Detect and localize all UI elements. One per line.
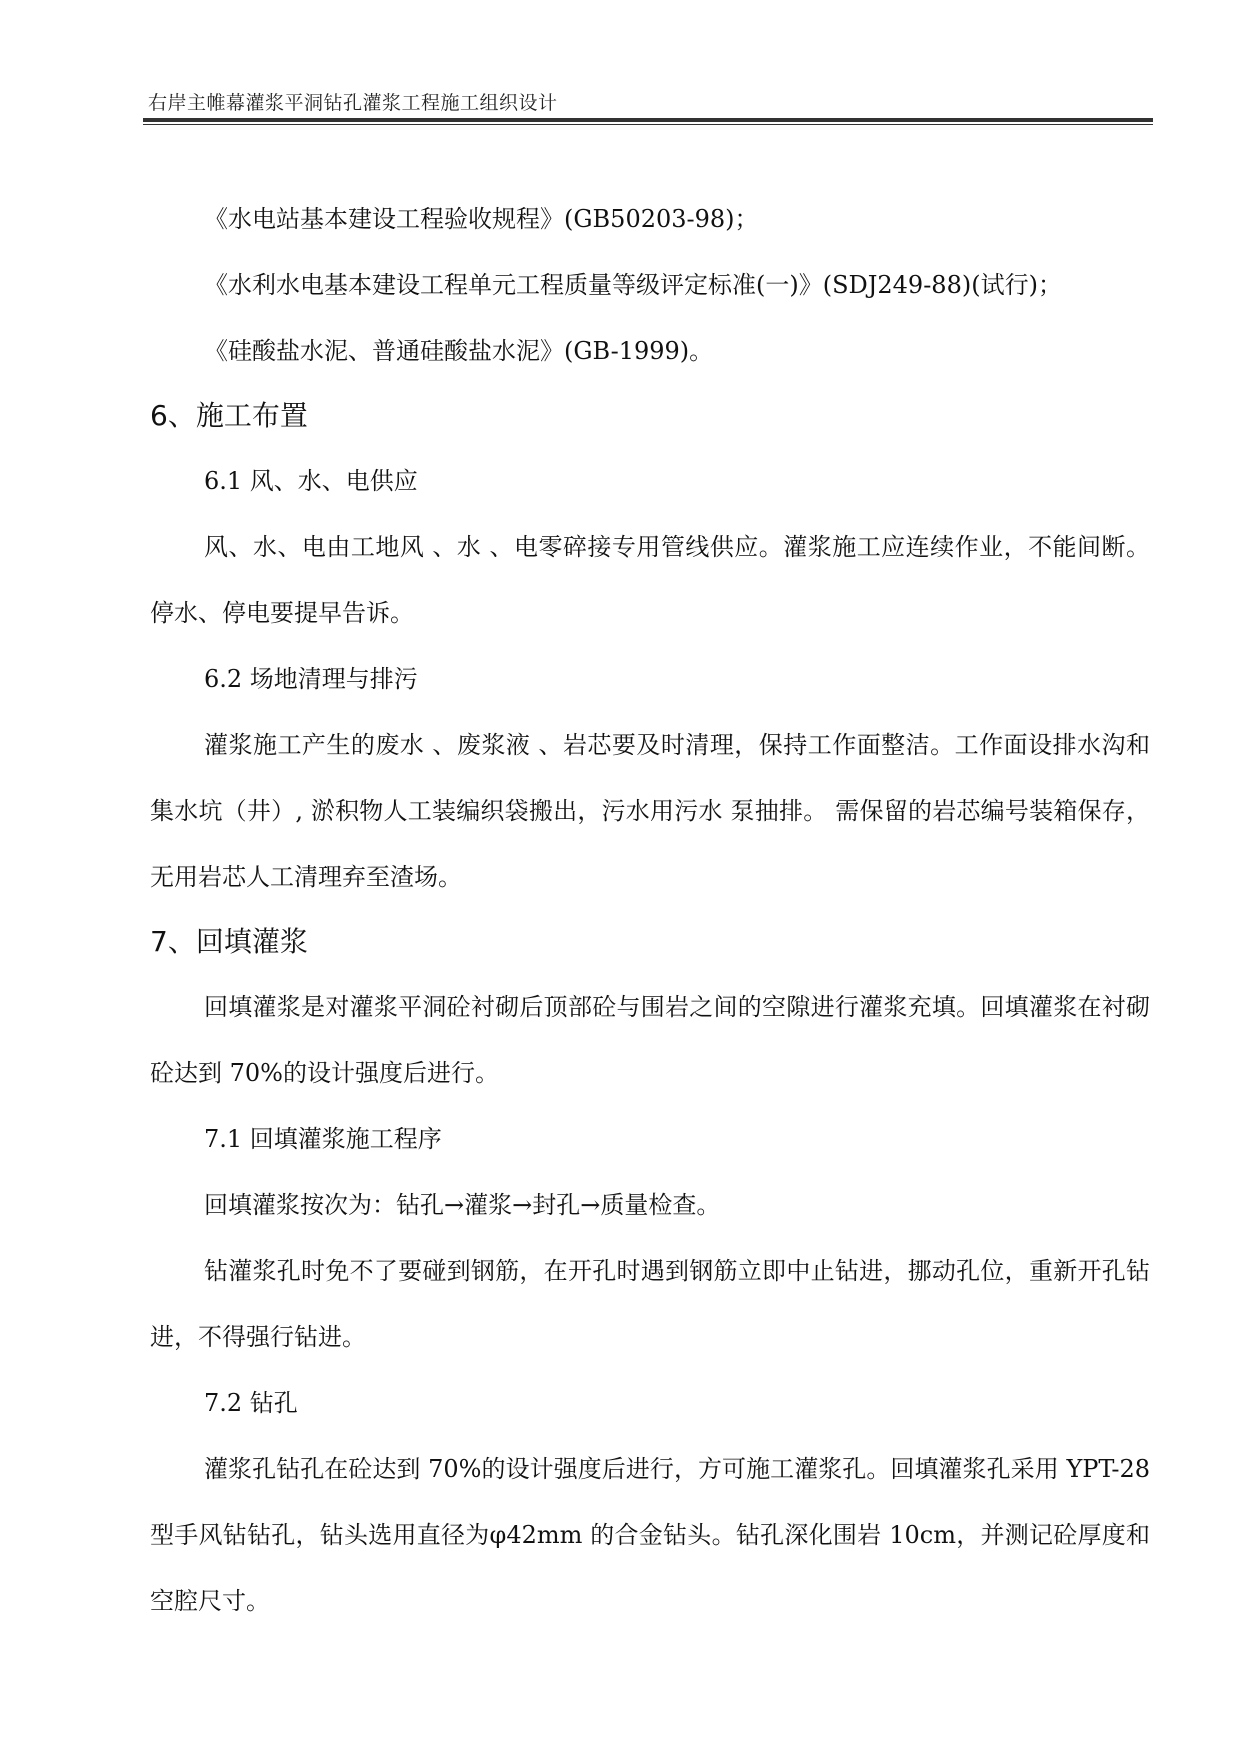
- paragraph: 回填灌浆是对灌浆平洞砼衬砌后顶部砼与围岩之间的空隙进行灌浆充填。回填灌浆在衬砌砼达到 70%的设计强度后进行。: [150, 993, 1150, 1087]
- reference-item: 《硅酸盐水泥、普通硅酸盐水泥》(GB-1999)。: [204, 337, 714, 365]
- subsection-heading-7-2: 7.2 钻孔: [204, 1389, 298, 1417]
- reference-item: 《水电站基本建设工程验收规程》(GB50203-98)；: [204, 205, 759, 233]
- header-rule-thin: [143, 124, 1153, 125]
- paragraph: 回填灌浆按次为：钻孔→灌浆→封孔→质量检查。: [204, 1191, 721, 1219]
- paragraph: 灌浆施工产生的废水 、废浆液 、岩芯要及时清理，保持工作面整洁。工作面设排水沟和集水坑（井）, 淤积物人工装编织袋搬出，污水用污水 泵抽排。 需保留的岩芯编号装箱保存，无用岩芯人工清理弃至渣场。: [150, 731, 1150, 891]
- paragraph: 风、水、电由工地风 、水 、电零碎接专用管线供应。灌浆施工应连续作业，不能间断。 停水、停电要提早告诉。: [150, 533, 1150, 627]
- section-heading-6: 6、施工布置: [150, 399, 308, 432]
- paragraph: 钻灌浆孔时免不了要碰到钢筋，在开孔时遇到钢筋立即中止钻进，挪动孔位，重新开孔钻进，不得强行钻进。: [150, 1257, 1150, 1351]
- reference-item: 《水利水电基本建设工程单元工程质量等级评定标准(一)》(SDJ249-88)(试行)；: [204, 271, 1062, 299]
- header-rule: [143, 118, 1153, 122]
- subsection-heading-7-1: 7.1 回填灌浆施工程序: [204, 1125, 442, 1153]
- section-heading-7: 7、回填灌浆: [150, 925, 308, 958]
- document-body: [150, 186, 1150, 1634]
- subsection-heading-6-1: 6.1 风、水、电供应: [204, 467, 418, 495]
- running-header-title: 右岸主帷幕灌浆平洞钻孔灌浆工程施工组织设计: [148, 92, 558, 114]
- paragraph: 灌浆孔钻孔在砼达到 70%的设计强度后进行，方可施工灌浆孔。回填灌浆孔采用 YPT-28 型手风钻钻孔，钻头选用直径为φ42mm 的合金钻头。钻孔深化围岩 10cm，并测记砼厚度和空腔尺寸。: [150, 1455, 1150, 1615]
- subsection-heading-6-2: 6.2 场地清理与排污: [204, 665, 418, 693]
